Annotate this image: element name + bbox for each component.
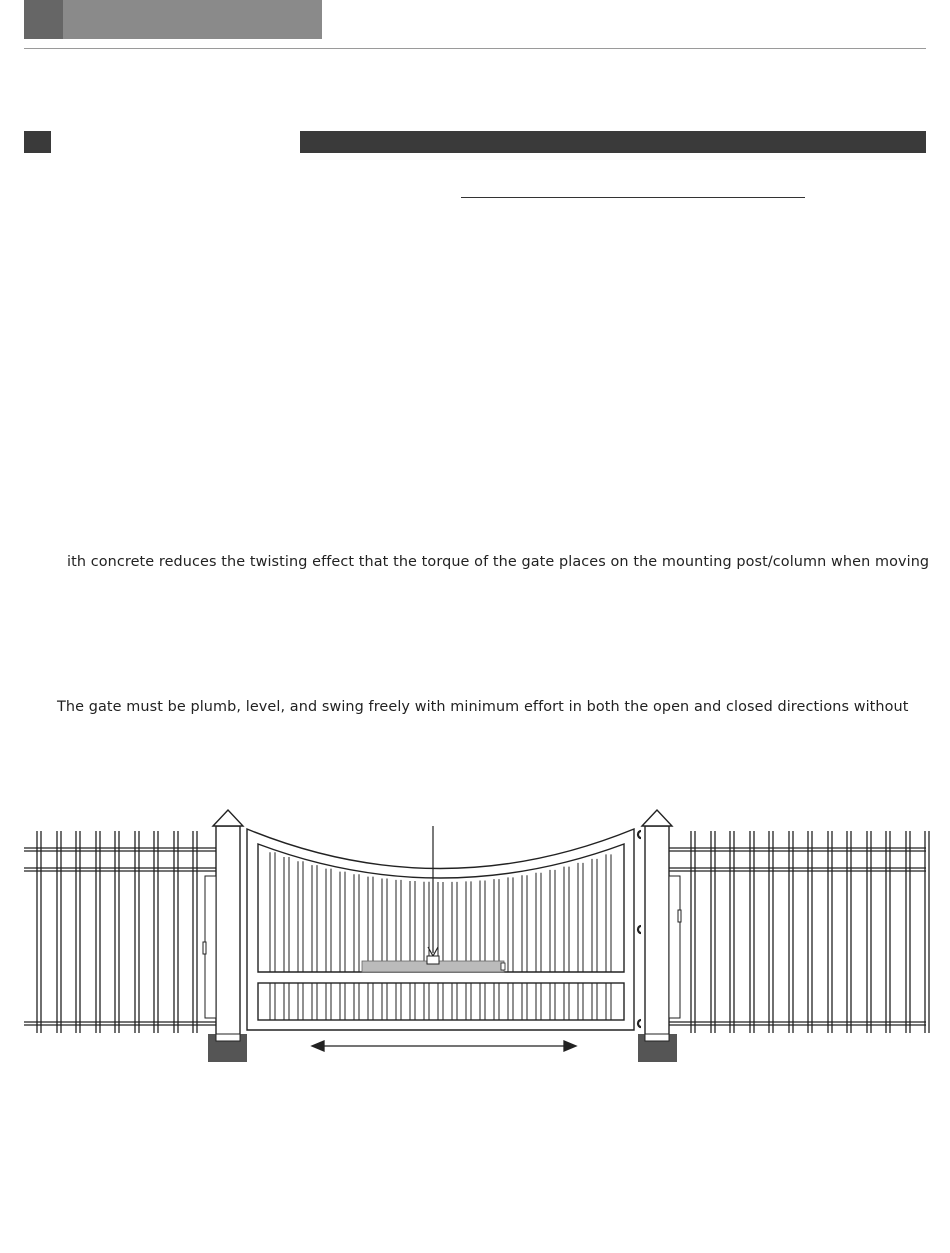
right-fence [669,831,929,1033]
section-marker [24,131,51,153]
section-title-bar [300,131,926,153]
swing-gate-illustration [0,800,950,1070]
gate-hinges [638,831,641,1027]
blank-field-underline [461,197,805,198]
gate-leaf [247,829,634,1030]
header-tab-dark [24,0,63,39]
header-tab-light [63,0,322,39]
gate-width-arrow [312,1041,576,1051]
header-rule [24,48,926,49]
concrete-paragraph-line: ith concrete reduces the twisting effect that the torque of the gate places on the mounting post/column when moving [67,554,930,570]
left-fence [24,831,216,1033]
plumb-paragraph-line: The gate must be plumb, level, and swing freely with minimum effort in both the open and closed directions without [57,699,909,715]
